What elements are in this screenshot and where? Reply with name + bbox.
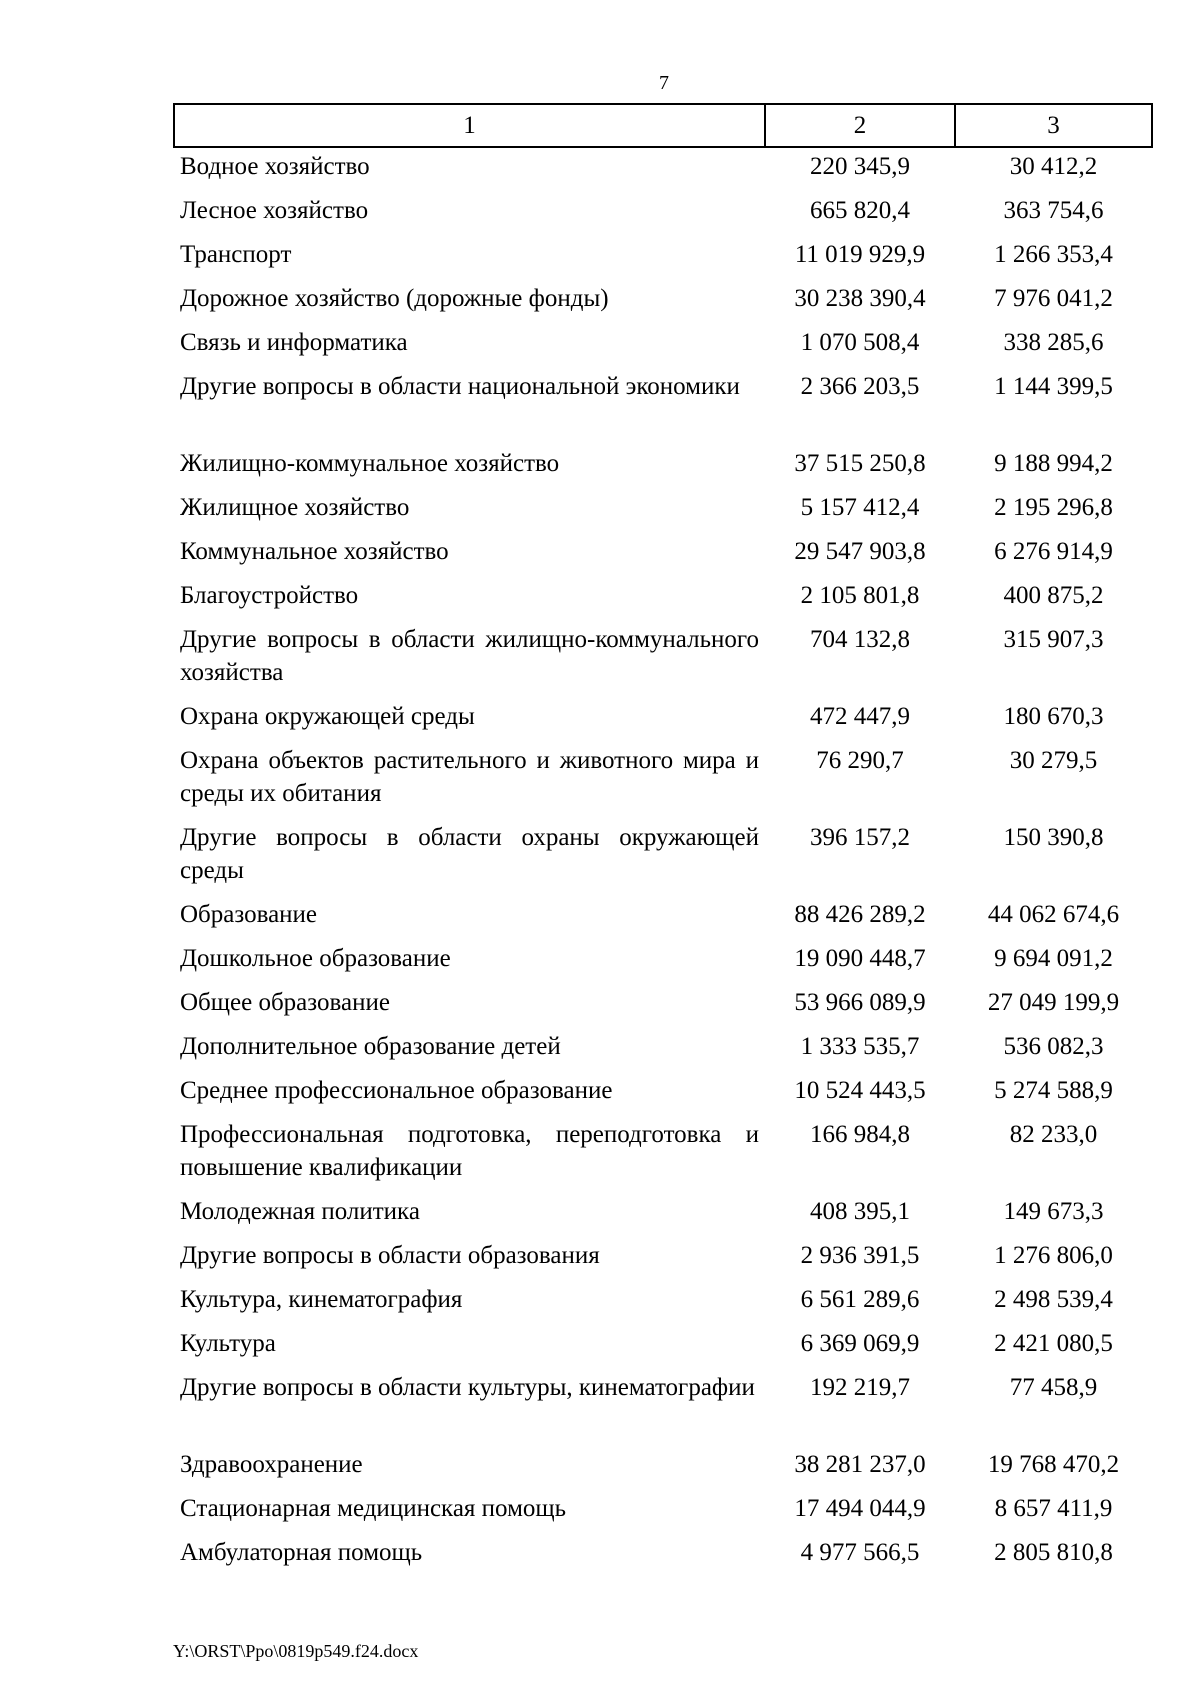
row-value-col3: 9 188 994,2 <box>994 450 1113 477</box>
row-label: Общее образование <box>180 989 390 1016</box>
row-value-col2: 4 977 566,5 <box>800 1539 920 1566</box>
row-label: Транспорт <box>180 241 292 268</box>
row-value-col2: 2 105 801,8 <box>800 582 920 609</box>
table-row <box>174 700 1152 744</box>
row-value-col3: 2 195 296,8 <box>994 494 1113 521</box>
row-value-col3: 30 279,5 <box>1009 747 1098 774</box>
row-value-col2: 5 157 412,4 <box>800 494 920 521</box>
table-row <box>174 370 1152 447</box>
row-value-col2: 704 132,8 <box>810 626 910 653</box>
row-value-col3: 9 694 091,2 <box>994 945 1113 972</box>
table-row <box>174 821 1152 898</box>
table-row <box>174 1239 1152 1283</box>
row-label: Водное хозяйство <box>180 153 370 180</box>
table-row <box>174 1371 1152 1448</box>
column-header-2: 2 <box>765 104 955 147</box>
row-value-col3: 30 412,2 <box>1009 153 1098 180</box>
row-label: Связь и информатика <box>180 329 408 356</box>
row-label: Охрана окружающей среды <box>180 703 475 730</box>
table-row <box>174 1074 1152 1118</box>
row-value-col3: 180 670,3 <box>1003 703 1104 730</box>
row-label: Жилищно-коммунальное хозяйство <box>180 450 560 477</box>
row-value-col2: 220 345,9 <box>810 153 910 180</box>
row-label: Дополнительное образование детей <box>180 1033 561 1060</box>
table-body <box>174 147 1152 1580</box>
row-value-col2: 38 281 237,0 <box>794 1451 926 1478</box>
header-row <box>174 104 1152 147</box>
table-row <box>174 194 1152 238</box>
table-row <box>174 491 1152 535</box>
table-row <box>174 1536 1152 1580</box>
row-label: Молодежная политика <box>180 1198 420 1225</box>
row-value-col2: 11 019 929,9 <box>794 241 926 268</box>
row-value-col3: 150 390,8 <box>1003 824 1104 851</box>
page-number: 7 <box>659 72 669 94</box>
column-header-1: 1 <box>174 104 765 147</box>
table-row <box>174 1327 1152 1371</box>
table-row <box>174 1448 1152 1492</box>
budget-table <box>173 103 1153 1580</box>
row-value-col3: 8 657 411,9 <box>994 1495 1113 1522</box>
table-row <box>174 1492 1152 1536</box>
row-value-col3: 536 082,3 <box>1003 1033 1104 1060</box>
row-label: Другие вопросы в области образования <box>180 1242 600 1269</box>
row-label: Дошкольное образование <box>180 945 451 972</box>
table-row <box>174 147 1152 194</box>
row-label: Образование <box>180 901 318 928</box>
row-label: Культура, кинематография <box>180 1286 463 1313</box>
row-value-col2: 192 219,7 <box>810 1374 910 1401</box>
table-row <box>174 579 1152 623</box>
row-value-col2: 408 395,1 <box>810 1198 910 1225</box>
row-value-col2: 2 366 203,5 <box>800 373 920 400</box>
row-label: Лесное хозяйство <box>180 197 369 224</box>
row-value-col3: 7 976 041,2 <box>994 285 1113 312</box>
row-value-col3: 44 062 674,6 <box>987 901 1120 928</box>
file-path-footer: Y:\ORST\Ppo\0819p549.f24.docx <box>173 1641 419 1661</box>
row-label: Дорожное хозяйство (дорожные фонды) <box>180 285 609 312</box>
table-row <box>174 744 1152 821</box>
row-label: Другие вопросы в области охраны окружающей среды <box>180 824 759 884</box>
row-value-col3: 2 805 810,8 <box>994 1539 1113 1566</box>
row-label: Стационарная медицинская помощь <box>180 1495 567 1522</box>
row-value-col3: 149 673,3 <box>1003 1198 1104 1225</box>
table-row <box>174 326 1152 370</box>
table-row <box>174 942 1152 986</box>
table-row <box>174 1283 1152 1327</box>
row-value-col2: 1 070 508,4 <box>800 329 920 356</box>
row-label: Жилищное хозяйство <box>180 494 410 521</box>
row-value-col3: 6 276 914,9 <box>994 538 1113 565</box>
row-label: Благоустройство <box>180 582 359 609</box>
row-value-col3: 27 049 199,9 <box>987 989 1120 1016</box>
table-row <box>174 1118 1152 1195</box>
row-label: Другие вопросы в области национальной экономики <box>180 373 740 400</box>
table-row <box>174 447 1152 491</box>
row-value-col2: 17 494 044,9 <box>794 1495 926 1522</box>
row-value-col2: 29 547 903,8 <box>794 538 926 565</box>
table-row <box>174 1030 1152 1074</box>
row-value-col3: 5 274 588,9 <box>994 1077 1113 1104</box>
row-value-col3: 1 266 353,4 <box>994 241 1113 268</box>
table-row <box>174 986 1152 1030</box>
row-label: Амбулаторная помощь <box>180 1539 423 1566</box>
row-label: Здравоохранение <box>180 1451 363 1478</box>
row-value-col2: 76 290,7 <box>816 747 904 774</box>
row-value-col2: 53 966 089,9 <box>794 989 926 1016</box>
table-row <box>174 282 1152 326</box>
row-value-col3: 1 276 806,0 <box>994 1242 1113 1269</box>
row-value-col3: 77 458,9 <box>1009 1374 1098 1401</box>
row-value-col3: 82 233,0 <box>1009 1121 1098 1148</box>
table-row <box>174 898 1152 942</box>
row-value-col3: 2 421 080,5 <box>994 1330 1113 1357</box>
row-value-col2: 396 157,2 <box>810 824 910 851</box>
table-row <box>174 623 1152 700</box>
row-value-col3: 19 768 470,2 <box>987 1451 1120 1478</box>
row-value-col3: 400 875,2 <box>1003 582 1104 609</box>
row-label: Другие вопросы в области жилищно-коммунального хозяйства <box>180 626 759 686</box>
row-value-col2: 2 936 391,5 <box>800 1242 920 1269</box>
row-label: Коммунальное хозяйство <box>180 538 449 565</box>
row-label: Охрана объектов растительного и животного мира и среды их обитания <box>180 747 759 807</box>
row-value-col2: 30 238 390,4 <box>794 285 926 312</box>
row-value-col3: 315 907,3 <box>1003 626 1104 653</box>
row-value-col2: 6 561 289,6 <box>800 1286 920 1313</box>
row-value-col3: 338 285,6 <box>1003 329 1104 356</box>
row-value-col3: 2 498 539,4 <box>994 1286 1113 1313</box>
row-label: Среднее профессиональное образование <box>180 1077 613 1104</box>
row-value-col2: 472 447,9 <box>810 703 910 730</box>
row-value-col2: 665 820,4 <box>810 197 910 224</box>
row-value-col3: 1 144 399,5 <box>994 373 1113 400</box>
row-label: Другие вопросы в области культуры, кинематографии <box>180 1374 755 1401</box>
row-value-col2: 1 333 535,7 <box>800 1033 920 1060</box>
row-value-col2: 6 369 069,9 <box>800 1330 920 1357</box>
table-row <box>174 238 1152 282</box>
table-row <box>174 1195 1152 1239</box>
row-value-col2: 37 515 250,8 <box>794 450 926 477</box>
row-label: Культура <box>180 1330 276 1357</box>
row-value-col2: 166 984,8 <box>810 1121 910 1148</box>
row-value-col2: 88 426 289,2 <box>794 901 926 928</box>
table-header <box>174 104 1152 147</box>
row-value-col2: 10 524 443,5 <box>794 1077 926 1104</box>
row-value-col3: 363 754,6 <box>1003 197 1104 224</box>
row-value-col2: 19 090 448,7 <box>794 945 926 972</box>
table-row <box>174 535 1152 579</box>
row-label: Профессиональная подготовка, переподготовка и повышение квалификации <box>180 1121 759 1181</box>
column-header-3: 3 <box>955 104 1152 147</box>
